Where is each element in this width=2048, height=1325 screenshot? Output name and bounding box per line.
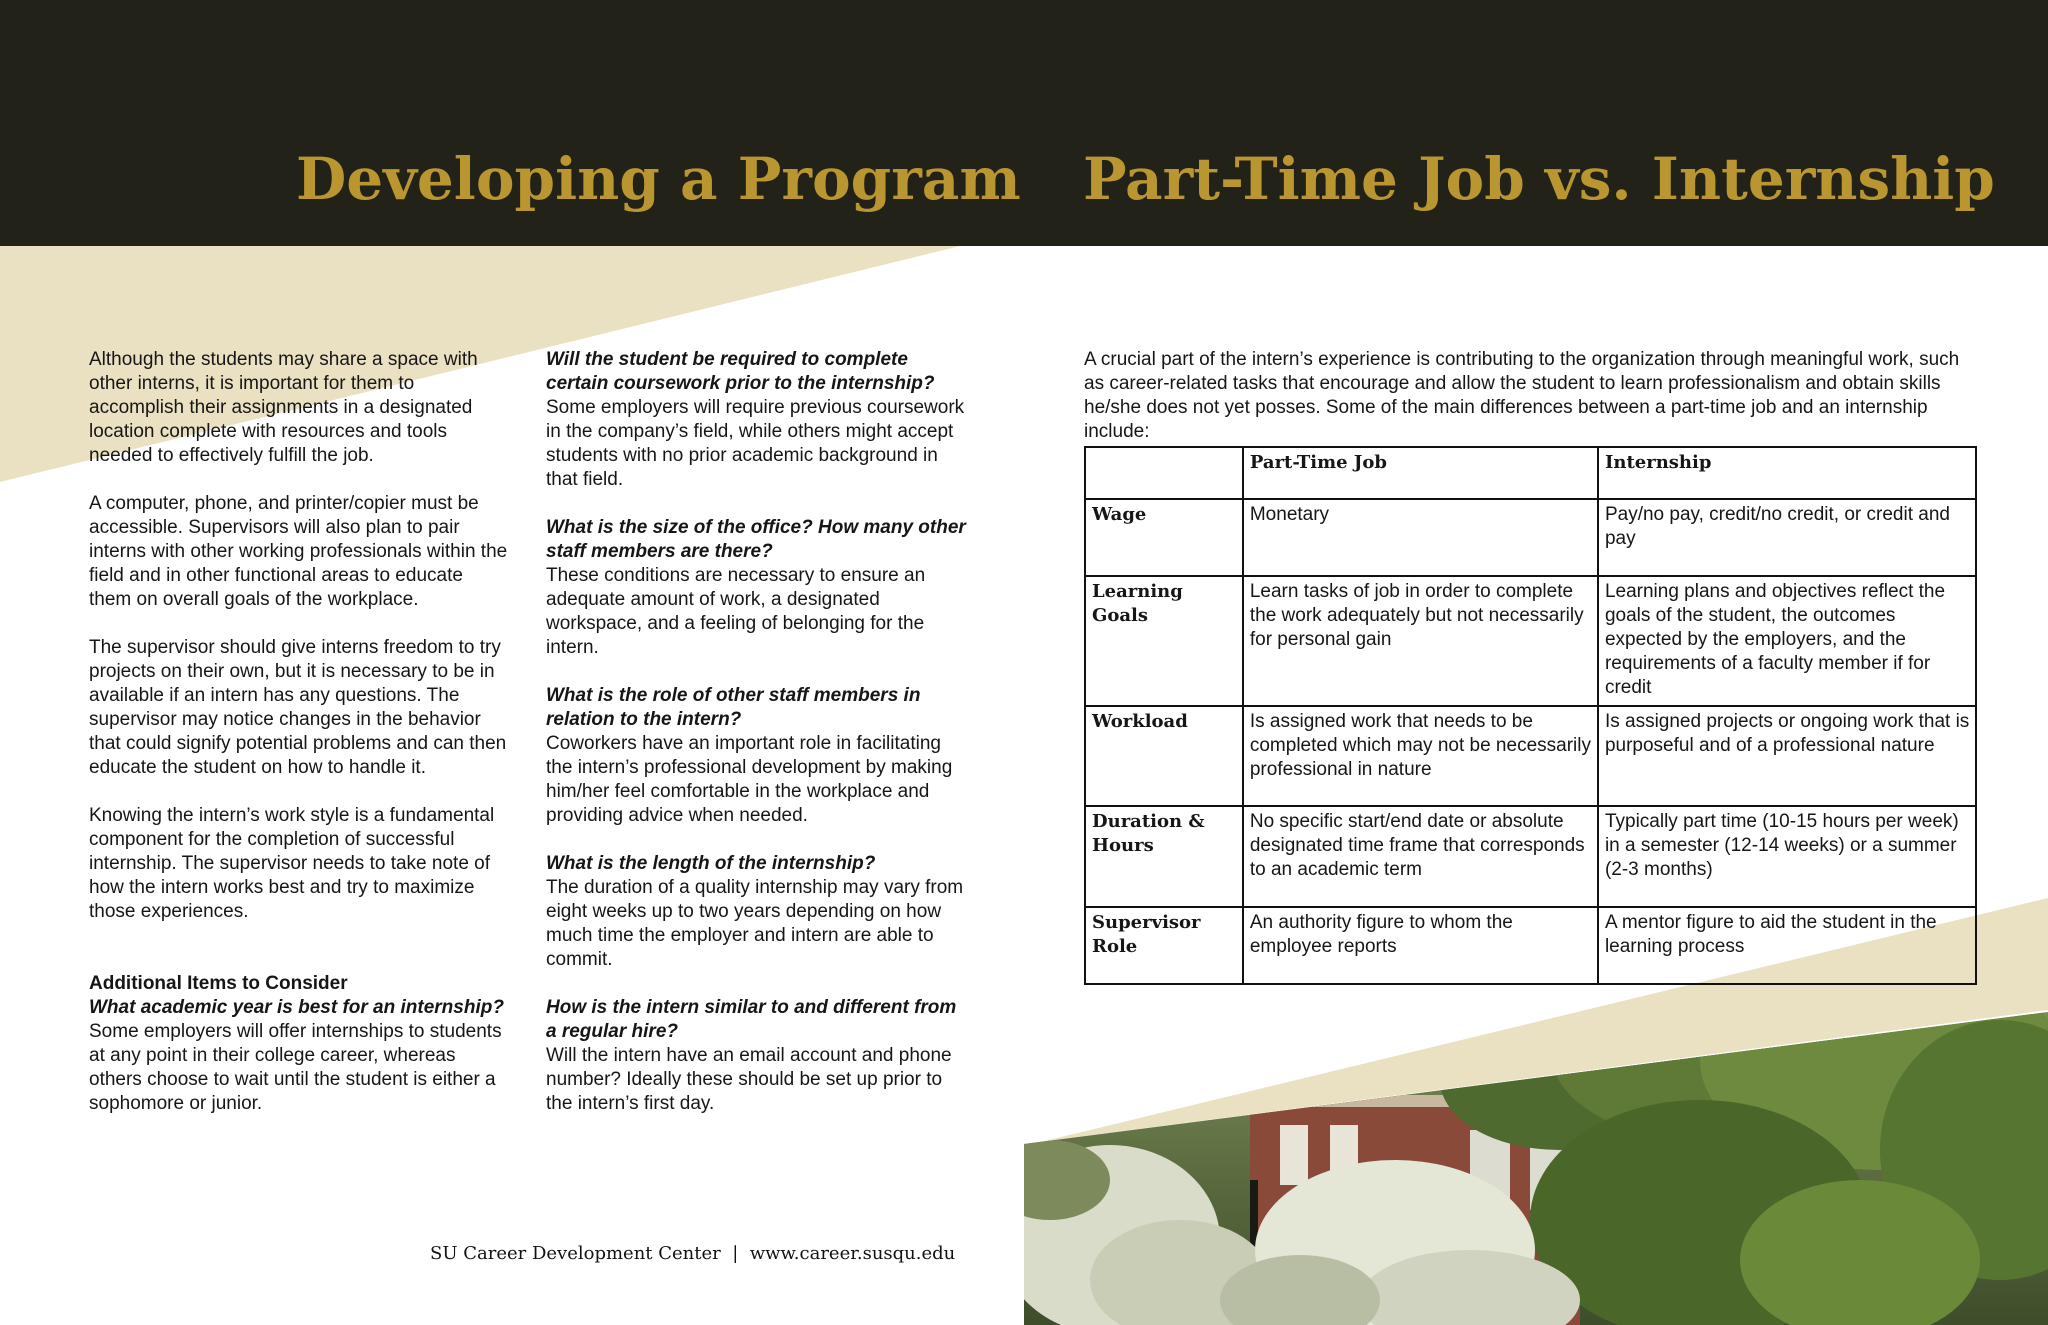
row-label: Wage: [1085, 499, 1243, 576]
table-cell: Pay/no pay, credit/no credit, or credit and pay: [1598, 499, 1976, 576]
answer: The duration of a quality internship may vary from eight weeks up to two years depending on how much time the employer and intern are able to commit.: [546, 877, 964, 970]
table-cell: Is assigned work that needs to be completed which may not be necessarily professional in nature: [1243, 706, 1598, 806]
row-label: Supervisor Role: [1085, 907, 1243, 984]
table-cell: Learning plans and objectives reflect the goals of the student, the outcomes expected by the employers, and the requirements of a faculty member if for credit: [1598, 576, 1976, 706]
table-row: [1085, 499, 1976, 576]
page-title-right: Part-Time Job vs. Internship: [1083, 145, 1995, 213]
answer: These conditions are necessary to ensure an adequate amount of work, a designated workspace, and a feeling of belonging for the intern.: [546, 565, 926, 658]
question: How is the intern similar to and different from a regular hire?: [546, 997, 957, 1042]
middle-text-column: [546, 348, 966, 1140]
table-cell: Monetary: [1243, 499, 1598, 576]
paragraph: The supervisor should give interns freedom to try projects on their own, but it is necessary to be in available if an intern has any questions. The supervisor may notice changes in the behavior that could signify potential problems and can then educate the student on how to handle it.: [89, 637, 507, 778]
table-row: [1085, 706, 1976, 806]
footer-credit: SU Career Development Center | www.career.susqu.edu: [430, 1243, 956, 1264]
table-header-cell: [1085, 447, 1243, 499]
table-row: [1085, 576, 1976, 706]
paragraph: Although the students may share a space with other interns, it is important for them to accomplish their assignments in a designated location complete with resources and tools needed to effectively fulfill the job.: [89, 349, 478, 466]
row-label: Duration & Hours: [1085, 806, 1243, 907]
table-cell: An authority figure to whom the employee reports: [1243, 907, 1598, 984]
table-cell: Typically part time (10-15 hours per week) in a semester (12-14 weeks) or a summer (2-3 months): [1598, 806, 1976, 907]
section-subtitle: Additional Items to Consider: [89, 973, 348, 994]
answer: Some employers will offer internships to students at any point in their college career, whereas others choose to wait until the student is either a sophomore or junior.: [89, 1021, 502, 1114]
paragraph: A computer, phone, and printer/copier must be accessible. Supervisors will also plan to pair interns with other working professionals within the field and in other functional areas to educate them on overall goals of the workplace.: [89, 493, 508, 610]
comparison-table: [1084, 446, 1977, 985]
table-row: [1085, 907, 1976, 984]
table-cell: Learn tasks of job in order to complete the work adequately but not necessarily for personal gain: [1243, 576, 1598, 706]
answer: Will the intern have an email account and phone number? Ideally these should be set up prior to the intern’s first day.: [546, 1045, 952, 1114]
paragraph: Knowing the intern’s work style is a fundamental component for the completion of successful internship. The supervisor needs to take note of how the intern works best and try to maximize those experiences.: [89, 805, 495, 922]
table-cell: No specific start/end date or absolute designated time frame that corresponds to an academic term: [1243, 806, 1598, 907]
question: What is the length of the internship?: [546, 853, 876, 874]
question: Will the student be required to complete certain coursework prior to the internship?: [546, 349, 935, 394]
answer: Coworkers have an important role in facilitating the intern’s professional development by making him/her feel comfortable in the workplace and providing advice when needed.: [546, 733, 953, 826]
table-header-cell: Internship: [1598, 447, 1976, 499]
question: What academic year is best for an internship?: [89, 997, 504, 1018]
row-label: Workload: [1085, 706, 1243, 806]
table-cell: A mentor figure to aid the student in the learning process: [1598, 907, 1976, 984]
question: What is the size of the office? How many other staff members are there?: [546, 517, 966, 562]
row-label: Learning Goals: [1085, 576, 1243, 706]
comparison-intro: A crucial part of the intern’s experience is contributing to the organization through meaningful work, such as career-related tasks that encourage and allow the student to learn professionalism and obtain skills he/she does not yet posses. Some of the main differences between a part-time job and an internship include:: [1084, 349, 1960, 442]
answer: Some employers will require previous coursework in the company’s field, while others might accept students with no prior academic background in that field.: [546, 397, 965, 490]
table-cell: Is assigned projects or ongoing work that is purposeful and of a professional nature: [1598, 706, 1976, 806]
table-row: [1085, 806, 1976, 907]
page-title-left: Developing a Program: [296, 145, 1021, 213]
left-text-column: [89, 348, 509, 1116]
question: What is the role of other staff members in relation to the intern?: [546, 685, 921, 730]
table-header-row: [1085, 447, 1976, 499]
table-header-cell: Part-Time Job: [1243, 447, 1598, 499]
